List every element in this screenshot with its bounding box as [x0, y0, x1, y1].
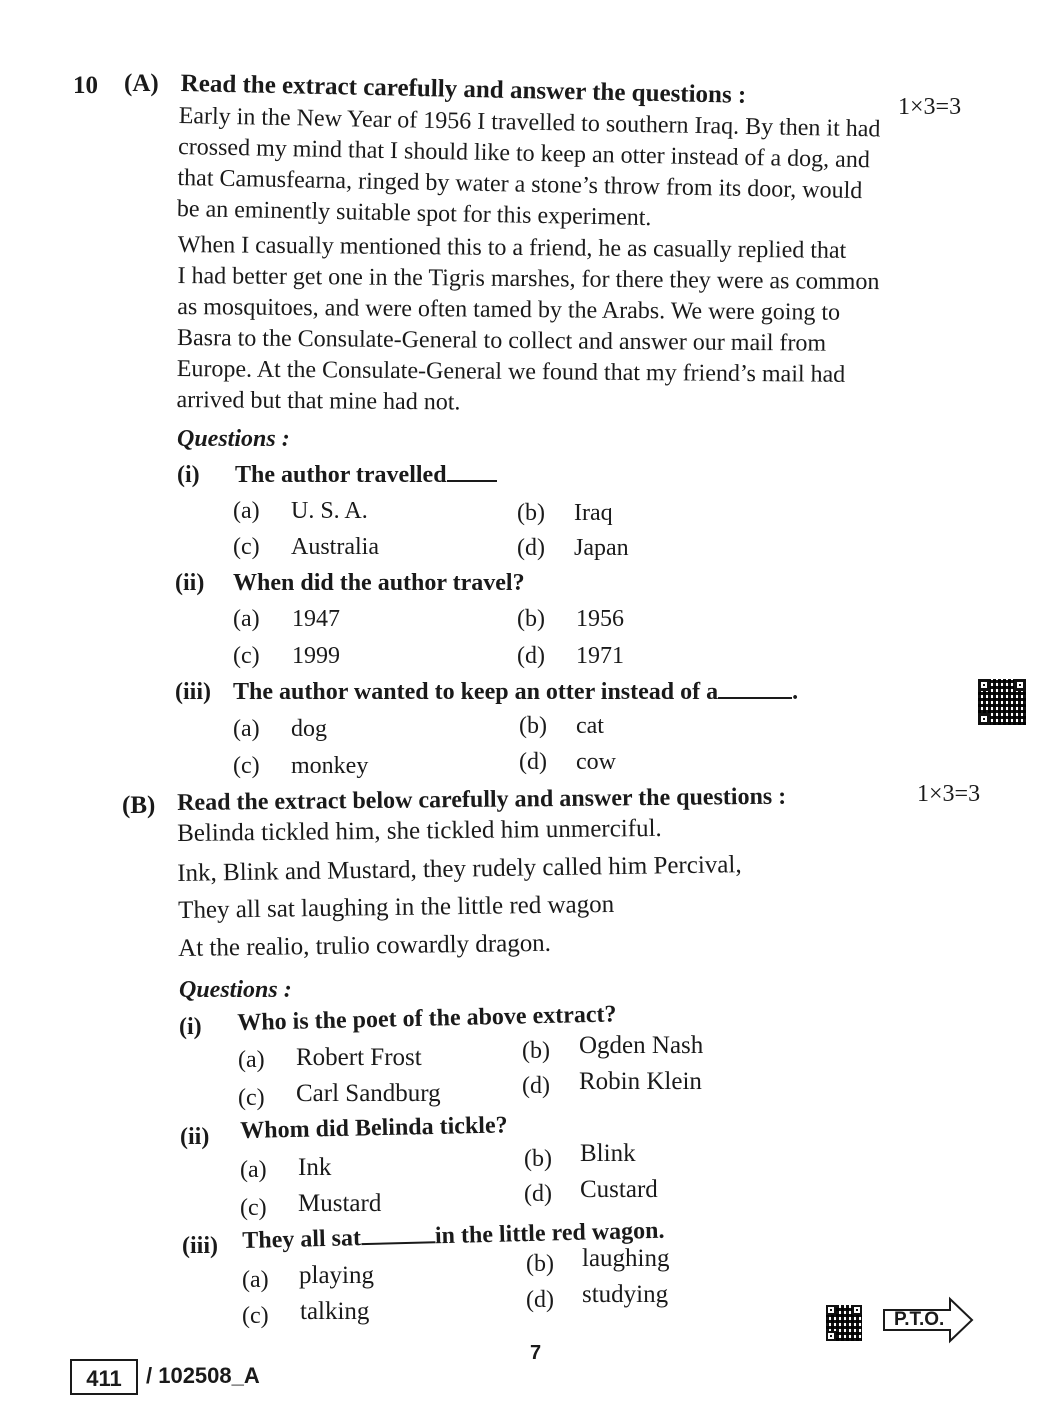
option-text: 1971 — [576, 643, 624, 669]
question-text — [233, 679, 798, 706]
question-text-end: in the little red wagon. — [434, 1217, 665, 1250]
question-number: (i) — [177, 462, 200, 488]
option-text: talking — [300, 1298, 370, 1325]
option-label: (c) — [233, 753, 260, 779]
option-label: (a) — [240, 1157, 267, 1183]
question-text — [235, 462, 497, 489]
option-label: (b) — [526, 1251, 554, 1277]
section-b-label: (B) — [122, 792, 156, 819]
option-text: dog — [291, 716, 327, 742]
option-text: Iraq — [574, 500, 613, 526]
option-text: cat — [576, 713, 604, 739]
questions-heading-b: Questions : — [179, 977, 292, 1003]
passage-paragraph-2 — [176, 230, 879, 422]
code-box — [70, 1359, 138, 1395]
question-text-start: They all sat — [242, 1225, 362, 1254]
question-text: Whom did Belinda tickle? — [240, 1112, 508, 1144]
passage-line: I had better get one in the Tigris marshes, for there they were as common — [177, 262, 880, 296]
option-label: (b) — [522, 1038, 550, 1064]
passage — [177, 101, 881, 238]
section-a-marks: 1×3=3 — [898, 94, 962, 120]
poem-line: Ink, Blink and Mustard, they rudely called him Percival, — [177, 851, 742, 887]
option-label: (c) — [238, 1085, 265, 1111]
option-text: studying — [582, 1281, 669, 1308]
option-text: cow — [576, 749, 616, 775]
qr-code — [978, 679, 1026, 725]
option-label: (c) — [242, 1303, 269, 1329]
question-text: When did the author travel? — [233, 570, 525, 596]
option-label: (d) — [524, 1181, 552, 1207]
question-number: (ii) — [180, 1124, 210, 1150]
qr-finder — [852, 1305, 862, 1315]
section-a-instruction: Read the extract carefully and answer the questions : — [180, 70, 747, 109]
poem-line: Belinda tickled him, she tickled him unmerciful. — [177, 814, 662, 847]
option-label: (b) — [517, 500, 545, 526]
option-text: Ink — [298, 1154, 332, 1181]
question-number: (i) — [179, 1014, 202, 1040]
option-label: (d) — [526, 1287, 554, 1313]
option-text: Robin Klein — [579, 1068, 702, 1095]
question-number: 10 — [73, 72, 98, 99]
passage-line: that Camusfearna, ringed by water a stone’s throw from its door, would — [177, 164, 863, 205]
option-text: U. S. A. — [291, 498, 368, 524]
poem-line: At the realio, trulio cowardly dragon. — [178, 929, 552, 962]
qr-finder — [978, 713, 990, 725]
option-label: (d) — [517, 535, 545, 561]
question-number: (ii) — [175, 570, 205, 596]
option-label: (a) — [242, 1267, 269, 1293]
passage-line: Early in the New Year of 1956 I travelled to southern Iraq. By then it had — [178, 102, 881, 143]
pto-label: P.T.O. — [894, 1309, 945, 1330]
passage-line: When I casually mentioned this to a friend, he as casually replied that — [177, 231, 847, 264]
question-text-content: The author wanted to keep an otter instead of a — [233, 679, 719, 705]
option-text: Carl Sandburg — [296, 1080, 441, 1107]
option-text: 1999 — [292, 643, 340, 669]
option-text: monkey — [291, 753, 369, 779]
passage-line: arrived but that mine had not. — [176, 386, 461, 416]
code-box-number: 411 — [86, 1366, 122, 1391]
option-text: Japan — [574, 535, 629, 561]
section-b-marks: 1×3=3 — [917, 781, 981, 807]
question-text: Who is the poet of the above extract? — [237, 1001, 617, 1036]
option-text: Australia — [291, 534, 379, 560]
passage-line: be an eminently suitable spot for this experiment. — [176, 195, 652, 232]
option-text: Blink — [580, 1140, 636, 1167]
qr-finder — [826, 1331, 836, 1341]
option-text: Mustard — [298, 1190, 382, 1217]
option-text: laughing — [582, 1245, 670, 1272]
option-label: (c) — [233, 534, 260, 560]
answer-blank — [718, 697, 792, 699]
question-text-content: The author travelled — [235, 462, 447, 488]
option-label: (d) — [519, 749, 547, 775]
option-label: (b) — [517, 606, 545, 632]
pto-arrow — [882, 1296, 974, 1344]
paper-code: / 102508_A — [146, 1363, 260, 1388]
option-label: (a) — [238, 1047, 265, 1073]
passage-line: Basra to the Consulate-General to collect and answer our mail from — [176, 324, 827, 357]
poem-line: They all sat laughing in the little red wagon — [178, 890, 615, 924]
option-label: (c) — [233, 643, 260, 669]
option-text: playing — [299, 1262, 374, 1289]
qr-finder — [826, 1305, 836, 1315]
questions-heading-a: Questions : — [177, 426, 290, 452]
question-number: (iii) — [182, 1233, 218, 1259]
question-text-end: . — [792, 679, 799, 705]
option-label: (b) — [519, 713, 547, 739]
option-label: (d) — [517, 643, 545, 669]
qr-code — [826, 1305, 862, 1341]
answer-blank — [361, 1241, 435, 1245]
passage-line: as mosquitoes, and were often tamed by the Arabs. We were going to — [177, 293, 841, 326]
option-text: Custard — [580, 1176, 658, 1203]
option-text: Ogden Nash — [579, 1032, 704, 1059]
option-label: (a) — [233, 606, 260, 632]
option-label: (d) — [522, 1073, 550, 1099]
answer-blank — [447, 480, 497, 482]
passage-line: Europe. At the Consulate-General we found that my friend’s mail had — [176, 355, 846, 388]
option-label: (a) — [233, 716, 260, 742]
qr-finder — [978, 679, 990, 691]
section-a-label: (A) — [124, 70, 159, 97]
question-number: (iii) — [175, 679, 211, 705]
option-text: 1956 — [576, 606, 624, 632]
passage-line: crossed my mind that I should like to keep an otter instead of a dog, and — [177, 133, 871, 174]
option-label: (a) — [233, 498, 260, 524]
page-number: 7 — [530, 1342, 542, 1364]
section-b-instruction: Read the extract below carefully and answer the questions : — [177, 783, 787, 816]
option-label: (c) — [240, 1195, 267, 1221]
qr-finder — [1014, 679, 1026, 691]
option-text: 1947 — [292, 606, 340, 632]
option-text: Robert Frost — [296, 1044, 422, 1071]
option-label: (b) — [524, 1146, 552, 1172]
